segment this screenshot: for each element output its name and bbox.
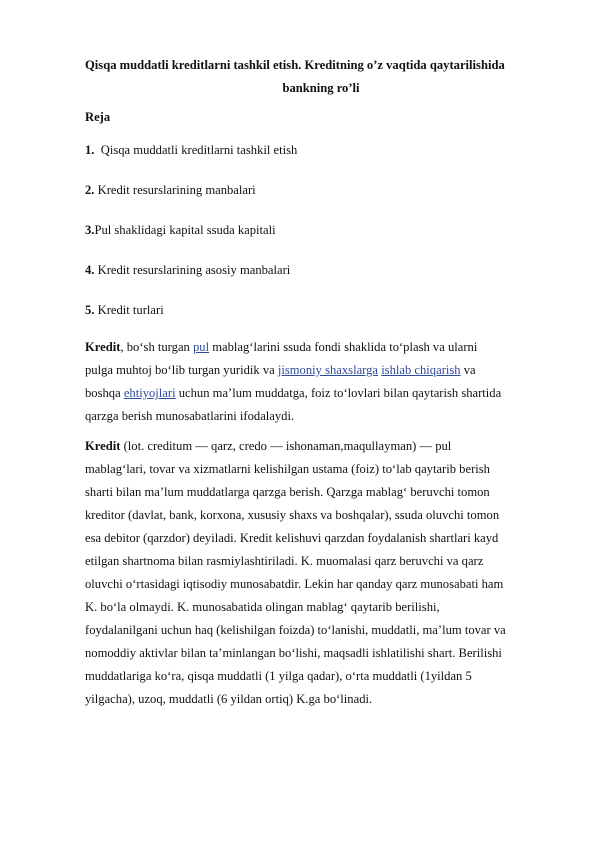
text-run: (lot. creditum — qarz, credo — ishonaman,maqullayman) — pul [120, 439, 452, 453]
link-jismoniy-shaxslarga[interactable]: jismoniy shaxslarga [277, 363, 379, 377]
paragraph-line: K. boʻla olmaydi. K. munosabatida olingan mablagʻ qaytarib berilishi, [85, 600, 440, 614]
title-line-1: Qisqa muddatli kreditlarni tashkil etish. Kreditning o’z vaqtida qaytarilishida [85, 58, 505, 72]
term-kredit: Kredit [85, 340, 121, 354]
paragraph-line [85, 336, 557, 359]
paragraph-line: mablagʻlari, tovar va xizmatlarni kelishilgan ustama (foiz) toʻlab qaytarib berish [85, 462, 490, 476]
plan-item-3 [85, 221, 557, 239]
paragraph-line: nomoddiy aktivlar bilan taʼminlangan boʻlishi, maqsadli ishlatilishi shart. Berilishi [85, 646, 502, 660]
text-run: uchun maʼlum muddatga, foiz toʻlovlari bilan qaytarish shartida [175, 386, 502, 400]
paragraph-line: sharti bilan maʼlum muddatlarga qarzga berish. Qarzga mablagʻ beruvchi tomon [85, 485, 490, 499]
plan-item-1 [85, 141, 557, 159]
plan-item-number: 2. [85, 183, 95, 197]
plan-item-text: Kredit resurslarining asosiy manbalari [94, 263, 291, 277]
plan-item-number: 4. [85, 263, 95, 277]
text-run: pulga muhtoj boʻlib turgan yuridik va [85, 363, 278, 377]
text-run: mablagʻlarini ssuda fondi shaklida toʻplash va ularni [209, 340, 478, 354]
paragraph-line [85, 382, 557, 405]
paragraph-line: muddatlariga koʻra, qisqa muddatli (1 yilga qadar), oʻrta muddatli (1yildan 5 [85, 669, 472, 683]
text-run: va [460, 363, 476, 377]
link-pul[interactable]: pul [192, 340, 210, 354]
paragraph-line: qarzga berish munosabatlarini ifodalaydi. [85, 409, 295, 423]
plan-item-5 [85, 301, 557, 319]
plan-item-text: Kredit resurslarining manbalari [94, 183, 256, 197]
paragraph-line: etilgan shartnoma bilan rasmiylashtiriladi. K. muomalasi qarz beruvchi va qarz [85, 554, 484, 568]
plan-item-4 [85, 261, 557, 279]
paragraph-line [85, 359, 557, 382]
plan-item-text: Pul shaklidagi kapital ssuda kapitali [94, 223, 276, 237]
title-line-2: bankning ro’li [282, 81, 360, 95]
document-page [85, 54, 557, 718]
paragraph-kredit-definition [85, 336, 557, 428]
plan-item-number: 1. [85, 143, 95, 157]
paragraph-line: kreditor (davlat, bank, korxona, xususiy shaxs va boshqalar), ssuda oluvchi tomon [85, 508, 500, 522]
paragraph-line: oluvchi oʻrtasidagi iqtisodiy munosabatdir. Lekin har qanday qarz munosabati ham [85, 577, 504, 591]
text-run: boshqa [85, 386, 124, 400]
plan-item-text: Kredit turlari [94, 303, 164, 317]
plan-item-number: 3. [85, 223, 95, 237]
document-title [85, 54, 557, 100]
paragraph-line [85, 435, 557, 458]
paragraph-line: yilgacha), uzoq, muddatli (6 yildan ortiq) K.ga boʻlinadi. [85, 692, 373, 706]
plan-item-2 [85, 181, 557, 199]
plan-item-text: Qisqa muddatli kreditlarni tashkil etish [94, 143, 298, 157]
link-ehtiyojlari[interactable]: ehtiyojlari [123, 386, 176, 400]
term-kredit: Kredit [85, 439, 121, 453]
text-run: , boʻsh turgan [120, 340, 193, 354]
paragraph-line: foydalanilgani uchun haq (kelishilgan foizda) toʻlanishi, muddatli, maʼlum tovar va [85, 623, 506, 637]
plan-heading: Reja [85, 110, 111, 124]
paragraph-kredit-etymology [85, 435, 557, 711]
plan-item-number: 5. [85, 303, 95, 317]
paragraph-line: esa debitor (qarzdor) deyiladi. Kredit kelishuvi qarzdan foydalanish shartlari kayd [85, 531, 499, 545]
link-ishlab-chiqarish[interactable]: ishlab chiqarish [381, 363, 461, 377]
